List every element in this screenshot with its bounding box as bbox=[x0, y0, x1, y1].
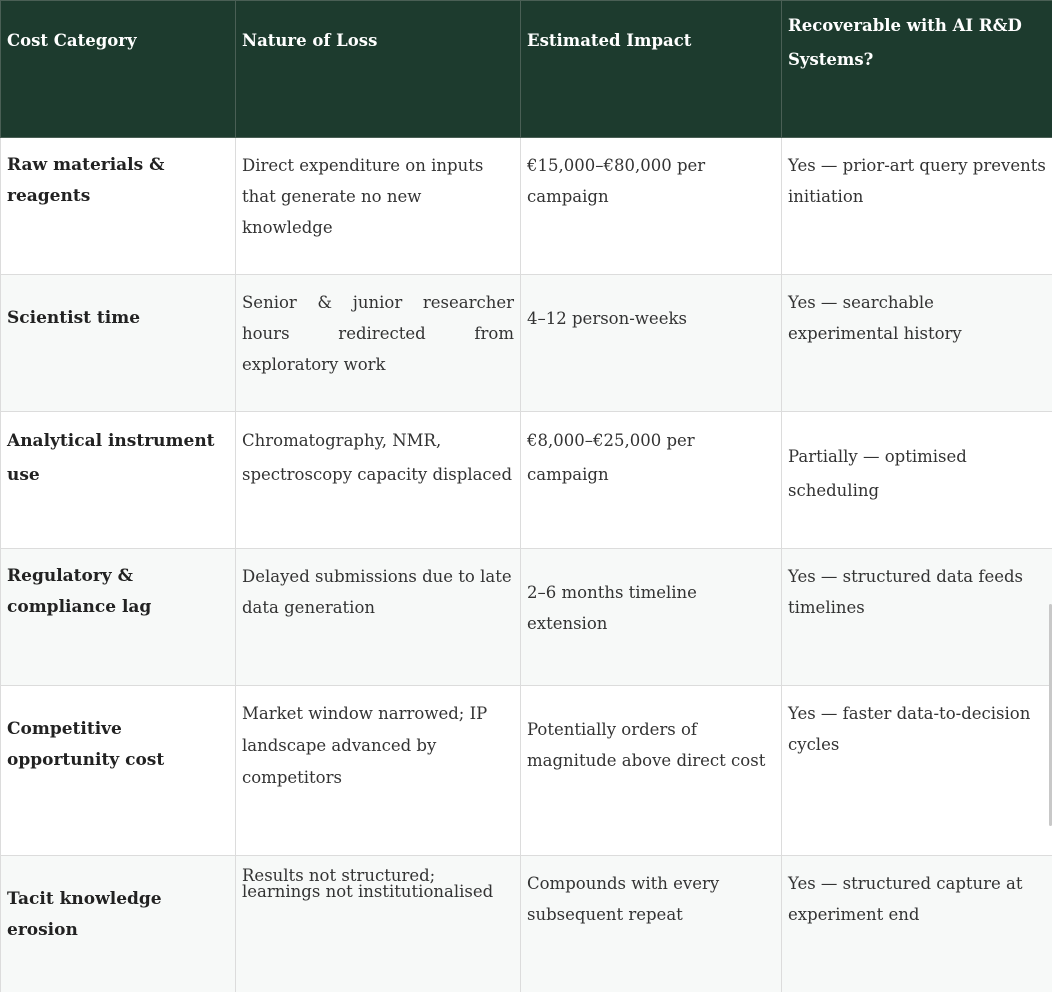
estimated-impact-cell: €8,000–€25,000 per campaign bbox=[521, 412, 782, 549]
table-row bbox=[1, 138, 1052, 275]
header-estimated-impact: Estimated Impact bbox=[521, 1, 782, 138]
nature-of-loss-cell: Market window narrowed; IP landscape advanced by competitors bbox=[236, 686, 521, 856]
table-row bbox=[1, 856, 1052, 992]
cost-category-cell: Regulatory & compliance lag bbox=[1, 549, 236, 686]
header-recoverable: Recoverable with AI R&D Systems? bbox=[782, 1, 1052, 138]
estimated-impact-cell: 4–12 person-weeks bbox=[521, 275, 782, 412]
recoverable-cell: Yes — structured data feeds timelines bbox=[782, 549, 1052, 686]
header-cost-category: Cost Category bbox=[1, 1, 236, 138]
table-header bbox=[1, 1, 1052, 138]
cost-category-cell: Analytical instrument use bbox=[1, 412, 236, 549]
cost-category-cell: Raw materials & reagents bbox=[1, 138, 236, 275]
cost-category-cell: Scientist time bbox=[1, 275, 236, 412]
table-row bbox=[1, 275, 1052, 412]
table-row bbox=[1, 549, 1052, 686]
nature-of-loss-cell: Direct expenditure on inputs that generate no new knowledge bbox=[236, 138, 521, 275]
estimated-impact-cell: Compounds with every subsequent repeat bbox=[521, 856, 782, 992]
estimated-impact-cell: Potentially orders of magnitude above direct cost bbox=[521, 686, 782, 856]
cost-category-cell: Tacit knowledge erosion bbox=[1, 856, 236, 992]
recoverable-cell: Yes — prior-art query prevents initiation bbox=[782, 138, 1052, 275]
estimated-impact-cell: €15,000–€80,000 per campaign bbox=[521, 138, 782, 275]
nature-of-loss-cell: Delayed submissions due to late data generation bbox=[236, 549, 521, 686]
header-row bbox=[1, 1, 1052, 138]
recoverable-cell: Partially — optimised scheduling bbox=[782, 412, 1052, 549]
recoverable-cell: Yes — searchable experimental history bbox=[782, 275, 1052, 412]
recoverable-cell: Yes — structured capture at experiment end bbox=[782, 856, 1052, 992]
recoverable-cell: Yes — faster data-to-decision cycles bbox=[782, 686, 1052, 856]
nature-of-loss-cell: Chromatography, NMR, spectroscopy capacity displaced bbox=[236, 412, 521, 549]
table-row bbox=[1, 686, 1052, 856]
table-body bbox=[1, 138, 1052, 992]
estimated-impact-cell: 2–6 months timeline extension bbox=[521, 549, 782, 686]
nature-of-loss-cell: Results not structured; learnings not institutionalised bbox=[236, 856, 521, 992]
table-row bbox=[1, 412, 1052, 549]
nature-of-loss-cell: Senior & junior researcher hours redirected from exploratory work bbox=[236, 275, 521, 412]
header-nature-of-loss: Nature of Loss bbox=[236, 1, 521, 138]
cost-category-cell: Competitive opportunity cost bbox=[1, 686, 236, 856]
